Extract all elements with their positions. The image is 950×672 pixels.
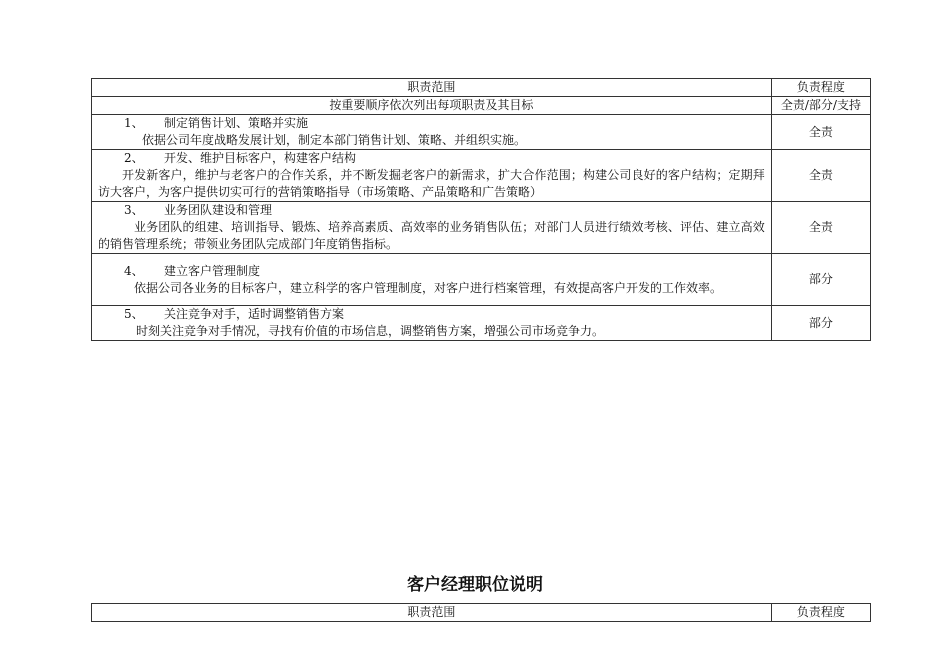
duty-description: 依据公司各业务的目标客户，建立科学的客户管理制度，对客户进行档案管理，有效提高客户开发的工作效率。	[134, 280, 723, 295]
duty-cell	[92, 254, 772, 306]
table-subheader-row	[92, 97, 871, 115]
responsibility-table-2	[91, 603, 871, 622]
duty-number: 3、	[124, 203, 144, 217]
duty-title	[98, 150, 765, 167]
duty-title	[98, 115, 765, 132]
table-row	[92, 202, 871, 254]
duty-description: 业务团队的组建、培训指导、锻炼、培养高素质、高效率的业务销售队伍；对部门人员进行绩效考核、评估、建立高效的销售管理系统；带领业务团队完成部门年度销售指标。	[98, 220, 765, 251]
duty-number: 1、	[124, 116, 144, 130]
duty-cell	[92, 202, 772, 254]
duty-level: 部分	[771, 254, 870, 306]
table-row	[92, 115, 871, 150]
duty-number: 4、	[124, 263, 144, 278]
duty-description: 开发新客户，维护与老客户的合作关系，并不断发掘老客户的新需求，扩大合作范围；构建公司良好的客户结构；定期拜访大客户，为客户提供切实可行的营销策略指导（市场策略、产品策略和广告策略）	[98, 168, 765, 199]
duty-title	[98, 202, 765, 219]
duty-level: 全责	[771, 150, 870, 202]
duty-title-text: 制定销售计划、策略并实施	[164, 116, 309, 130]
duty-number: 2、	[124, 151, 144, 165]
duty-number: 5、	[124, 307, 144, 321]
header-level: 负责程度	[771, 79, 870, 97]
duty-title-text: 建立客户管理制度	[164, 263, 261, 278]
duty-title	[98, 263, 765, 280]
table-row	[92, 150, 871, 202]
subheader-scope: 按重要顺序依次列出每项职责及其目标	[92, 97, 772, 115]
header-level: 负责程度	[771, 604, 870, 622]
header-scope: 职责范围	[92, 604, 772, 622]
duty-level: 全责	[771, 202, 870, 254]
responsibility-table	[91, 78, 871, 341]
table-header-row	[92, 604, 871, 622]
duty-title-text: 关注竞争对手，适时调整销售方案	[164, 307, 345, 321]
duty-title-text: 业务团队建设和管理	[164, 203, 273, 217]
subheader-level: 全责/部分/支持	[771, 97, 870, 115]
duty-level: 全责	[771, 115, 870, 150]
table-row	[92, 306, 871, 341]
duty-cell	[92, 150, 772, 202]
section-title: 客户经理职位说明	[407, 575, 543, 595]
duty-cell	[92, 115, 772, 150]
duty-level: 部分	[771, 306, 870, 341]
table-row	[92, 254, 871, 306]
duty-cell	[92, 306, 772, 341]
duty-description: 时刻关注竞争对手情况，寻找有价值的市场信息，调整销售方案，增强公司市场竞争力。	[136, 324, 605, 338]
header-scope: 职责范围	[92, 79, 772, 97]
duty-title	[98, 306, 765, 323]
duty-description: 依据公司年度战略发展计划，制定本部门销售计划、策略、并组织实施。	[142, 133, 527, 147]
duty-title-text: 开发、维护目标客户，构建客户结构	[164, 151, 357, 165]
table-header-row	[92, 79, 871, 97]
